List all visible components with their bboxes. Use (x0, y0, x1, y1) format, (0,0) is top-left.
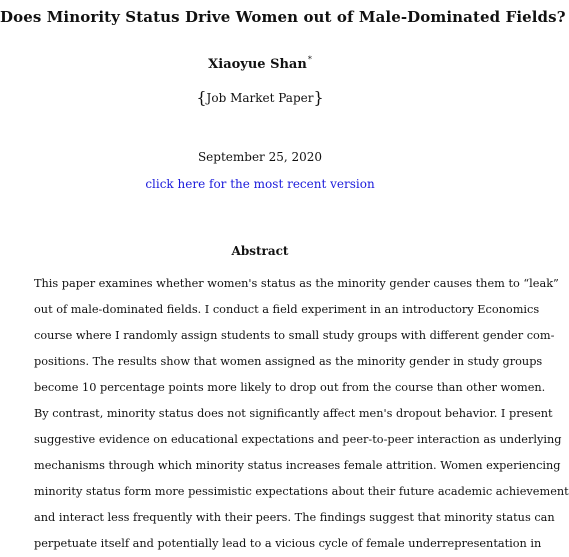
recent-version-link[interactable]: click here for the most recent version (145, 177, 375, 191)
abstract-body (34, 271, 569, 557)
subtitle-open-brace: { (196, 88, 207, 107)
abstract-line: course where I randomly assign students to small study groups with different gender com- (34, 329, 555, 342)
abstract-heading: Abstract (231, 244, 289, 258)
abstract-line: positions. The results show that women assigned as the minority gender in study groups (34, 355, 543, 368)
abstract-line: mechanisms through which minority status increases female attrition. Women experiencing (34, 459, 561, 472)
author-footnote-marker: * (307, 55, 312, 64)
abstract-line: By contrast, minority status does not significantly affect men's dropout behavior. I present (34, 407, 553, 420)
author-name: Xiaoyue Shan (208, 57, 307, 72)
subtitle-text: Job Market Paper (206, 91, 314, 105)
author-name-line (0, 55, 520, 72)
abstract-line: minority status form more pessimistic expectations about their future academic achievement (34, 485, 569, 498)
subtitle-close-brace: } (313, 88, 324, 107)
paper-date: September 25, 2020 (197, 150, 323, 164)
abstract-line: suggestive evidence on educational expectations and peer-to-peer interaction as underlying (34, 433, 562, 446)
abstract-line: become 10 percentage points more likely to drop out from the course than other women. (34, 381, 546, 394)
abstract-line: and interact less frequently with their peers. The findings suggest that minority status can (34, 511, 555, 524)
abstract-line: perpetuate itself and potentially lead to a vicious cycle of female underrepresentation in (34, 537, 542, 550)
paper-title: Does Minority Status Drive Women out of Male-Dominated Fields? (0, 8, 566, 26)
abstract-line: out of male-dominated fields. I conduct a field experiment in an introductory Economics (34, 303, 540, 316)
paper-subtitle (0, 88, 520, 107)
abstract-line: This paper examines whether women's status as the minority gender causes them to “leak” (34, 277, 559, 290)
